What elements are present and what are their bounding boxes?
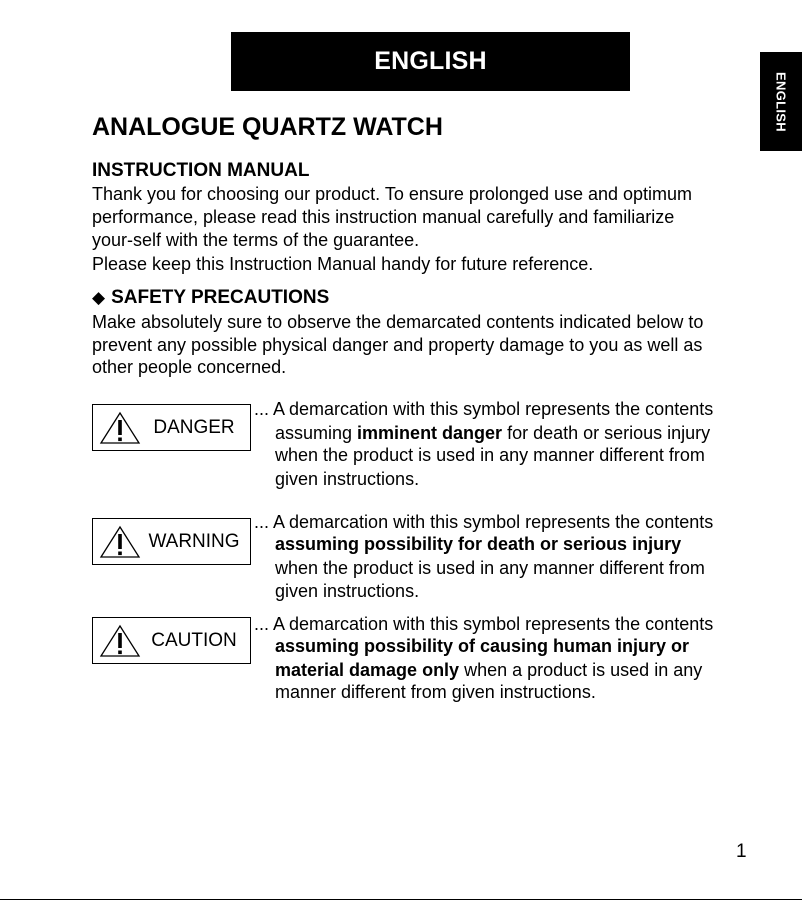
safety-line-3: other people concerned. [92, 357, 287, 377]
warning-description [254, 511, 713, 602]
document-title: ANALOGUE QUARTZ WATCH [92, 113, 443, 141]
keep-manual-paragraph [92, 253, 593, 275]
bottom-rule [0, 899, 802, 900]
danger-desc-emphasis: imminent danger [357, 423, 503, 443]
safety-precautions-heading-text: SAFETY PRECAUTIONS [111, 287, 330, 308]
intro-line-2: performance, please read this instruction manual carefully and familiarize [92, 207, 675, 227]
caution-desc-emphasis-1: assuming possibility of causing human injury or [275, 636, 690, 656]
caution-symbol-box [92, 617, 251, 664]
danger-desc-line-2-post: for death or serious injury [502, 423, 711, 443]
warning-desc-emphasis: assuming possibility for death or serious injury [275, 534, 682, 554]
warning-desc-line-3: when the product is used in any manner different from [275, 558, 705, 578]
warning-symbol-box [92, 518, 251, 565]
language-banner-text: ENGLISH [374, 47, 487, 75]
safety-precautions-heading [92, 287, 329, 309]
language-side-tab [760, 52, 802, 151]
warning-desc-line-2 [254, 533, 713, 555]
intro-line-3: your-self with the terms of the guarantee. [92, 230, 420, 250]
danger-desc-line-2-pre: assuming [275, 423, 358, 443]
danger-desc-line-1: ... A demarcation with this symbol represents the contents [254, 399, 714, 419]
keep-manual-line: Please keep this Instruction Manual handy for future reference. [92, 254, 594, 274]
language-side-tab-text: ENGLISH [773, 71, 789, 132]
caution-desc-emphasis-2: material damage only [275, 660, 460, 680]
safety-line-1: Make absolutely sure to observe the demarcated contents indicated below to [92, 312, 704, 332]
caution-desc-line-1: ... A demarcation with this symbol represents the contents [254, 614, 714, 634]
danger-label: DANGER [153, 416, 235, 438]
caution-desc-line-4: manner different from given instructions. [275, 682, 596, 702]
caution-desc-line-2 [254, 635, 713, 657]
intro-line-1: Thank you for choosing our product. To ensure prolonged use and optimum [92, 184, 693, 204]
caution-desc-line-3 [254, 659, 713, 681]
page-number: 1 [736, 841, 747, 862]
intro-paragraph [92, 183, 692, 251]
caution-desc-line-3-post: when a product is used in any [459, 660, 703, 680]
instruction-manual-heading: INSTRUCTION MANUAL [92, 160, 310, 181]
danger-symbol-box [92, 404, 251, 451]
warning-triangle-icon [99, 624, 141, 658]
danger-desc-line-2 [254, 422, 713, 444]
caution-label: CAUTION [151, 629, 237, 651]
language-banner [231, 32, 630, 91]
warning-desc-line-4: given instructions. [275, 581, 420, 601]
safety-line-2: prevent any possible physical danger and property damage to you as well as [92, 335, 703, 355]
diamond-bullet-icon: ◆ [92, 288, 106, 307]
warning-label: WARNING [148, 530, 240, 552]
warning-triangle-icon [99, 411, 141, 445]
safety-paragraph [92, 310, 703, 378]
warning-triangle-icon [99, 525, 141, 559]
danger-desc-line-3: when the product is used in any manner different from [275, 445, 705, 465]
warning-desc-line-1: ... A demarcation with this symbol represents the contents [254, 512, 714, 532]
danger-desc-line-4: given instructions. [275, 469, 420, 489]
caution-description [254, 613, 713, 703]
danger-description [254, 398, 713, 490]
